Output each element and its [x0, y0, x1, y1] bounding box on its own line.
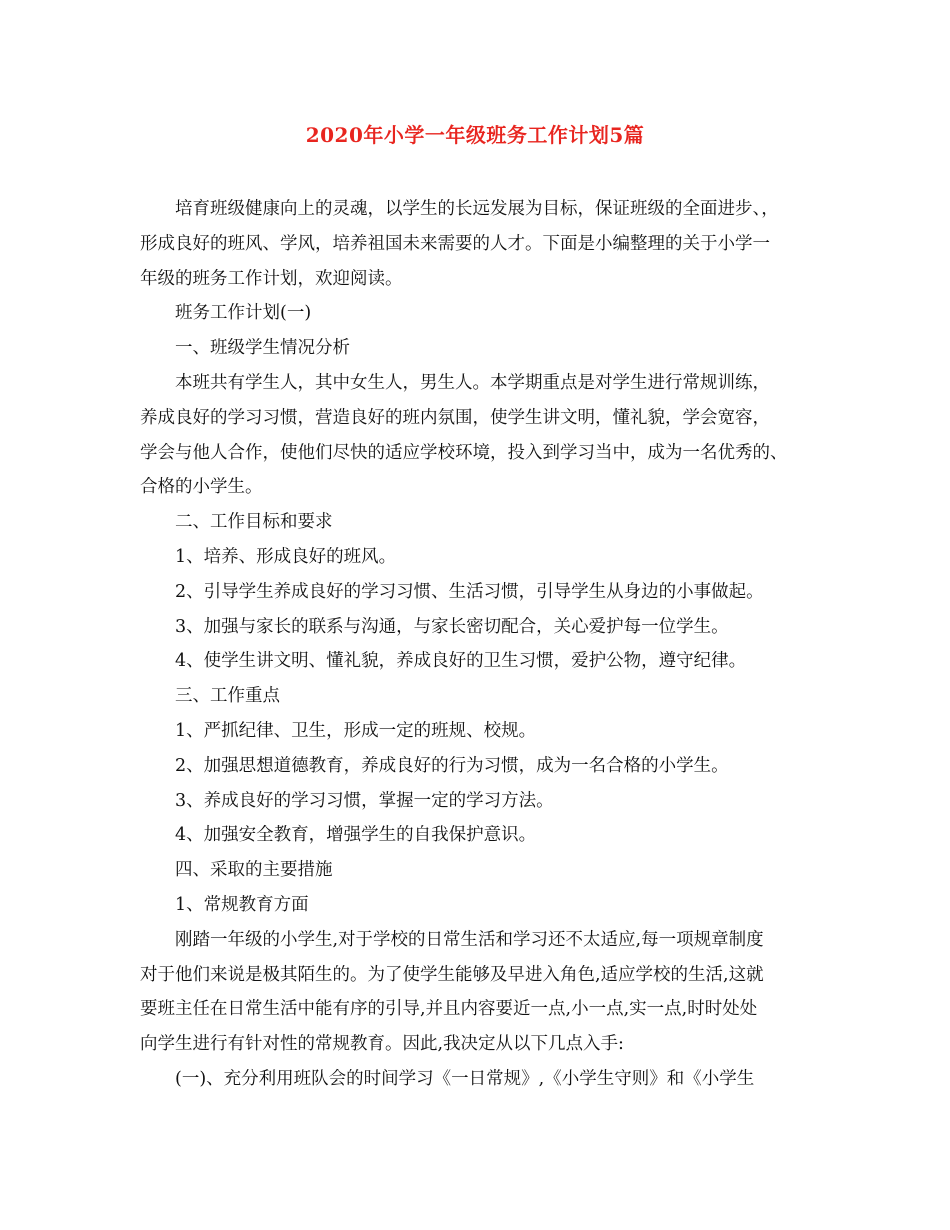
paragraph-line: 4、加强安全教育，增强学生的自我保护意识。 — [175, 825, 537, 846]
paragraph-line: 培育班级健康向上的灵魂，以学生的长远发展为目标，保证班级的全面进步、， — [175, 199, 779, 219]
paragraph-line: 四、采取的主要措施 — [175, 860, 333, 881]
paragraph-line: 三、工作重点 — [175, 686, 280, 707]
paragraph-line: 要班主任在日常生活中能有序的引导,并且内容要近一点,小一点,实一点,时时处处 — [140, 999, 758, 1020]
paragraph-line: 一、班级学生情况分析 — [175, 338, 350, 359]
paragraph-line: 向学生进行有针对性的常规教育。因此,我决定从以下几点入手: — [140, 1034, 624, 1055]
paragraph-line: 形成良好的班风、学风，培养祖国未来需要的人才。下面是小编整理的关于小学一 — [140, 233, 770, 254]
document-body — [140, 192, 830, 1097]
paragraph-line: 2、加强思想道德教育，养成良好的行为习惯，成为一名合格的小学生。 — [175, 755, 729, 776]
paragraph-line: 4、使学生讲文明、懂礼貌，养成良好的卫生习惯，爱护公物，遵守纪律。 — [175, 651, 747, 672]
document-title: 2020年小学一年级班务工作计划5篇 — [305, 123, 645, 147]
paragraph-line: 对于他们来说是极其陌生的。为了使学生能够及早进入角色,适应学校的生活,这就 — [140, 964, 764, 985]
paragraph-line: 刚踏一年级的小学生,对于学校的日常生活和学习还不太适应,每一项规章制度 — [175, 929, 764, 950]
paragraph-line: 养成良好的学习习惯，营造良好的班内氛围，使学生讲文明，懂礼貌，学会宽容， — [140, 407, 770, 428]
paragraph-line: 3、养成良好的学习习惯，掌握一定的学习方法。 — [175, 790, 554, 811]
paragraph-line: (一)、充分利用班队会的时间学习《一日常规》,《小学生守则》和《小学生 — [175, 1068, 755, 1089]
paragraph-line: 班务工作计划(一) — [175, 303, 312, 324]
paragraph-line: 本班共有学生人，其中女生人，男生人。本学期重点是对学生进行常规训练， — [175, 372, 770, 393]
paragraph-line: 2、引导学生养成良好的学习习惯、生活习惯，引导学生从身边的小事做起。 — [175, 581, 764, 602]
paragraph-line: 二、工作目标和要求 — [175, 512, 333, 533]
paragraph-line: 1、严抓纪律、卫生，形成一定的班规、校规。 — [175, 720, 537, 741]
paragraph-line: 学会与他人合作，使他们尽快的适应学校环境，投入到学习当中，成为一名优秀的、 — [140, 442, 788, 463]
paragraph-line: 1、培养、形成良好的班风。 — [175, 546, 397, 567]
paragraph-line: 合格的小学生。 — [140, 477, 263, 498]
paragraph-line: 年级的班务工作计划，欢迎阅读。 — [140, 268, 403, 289]
paragraph-line: 3、加强与家长的联系与沟通，与家长密切配合，关心爱护每一位学生。 — [175, 616, 729, 637]
paragraph-line: 1、常规教育方面 — [175, 894, 309, 915]
